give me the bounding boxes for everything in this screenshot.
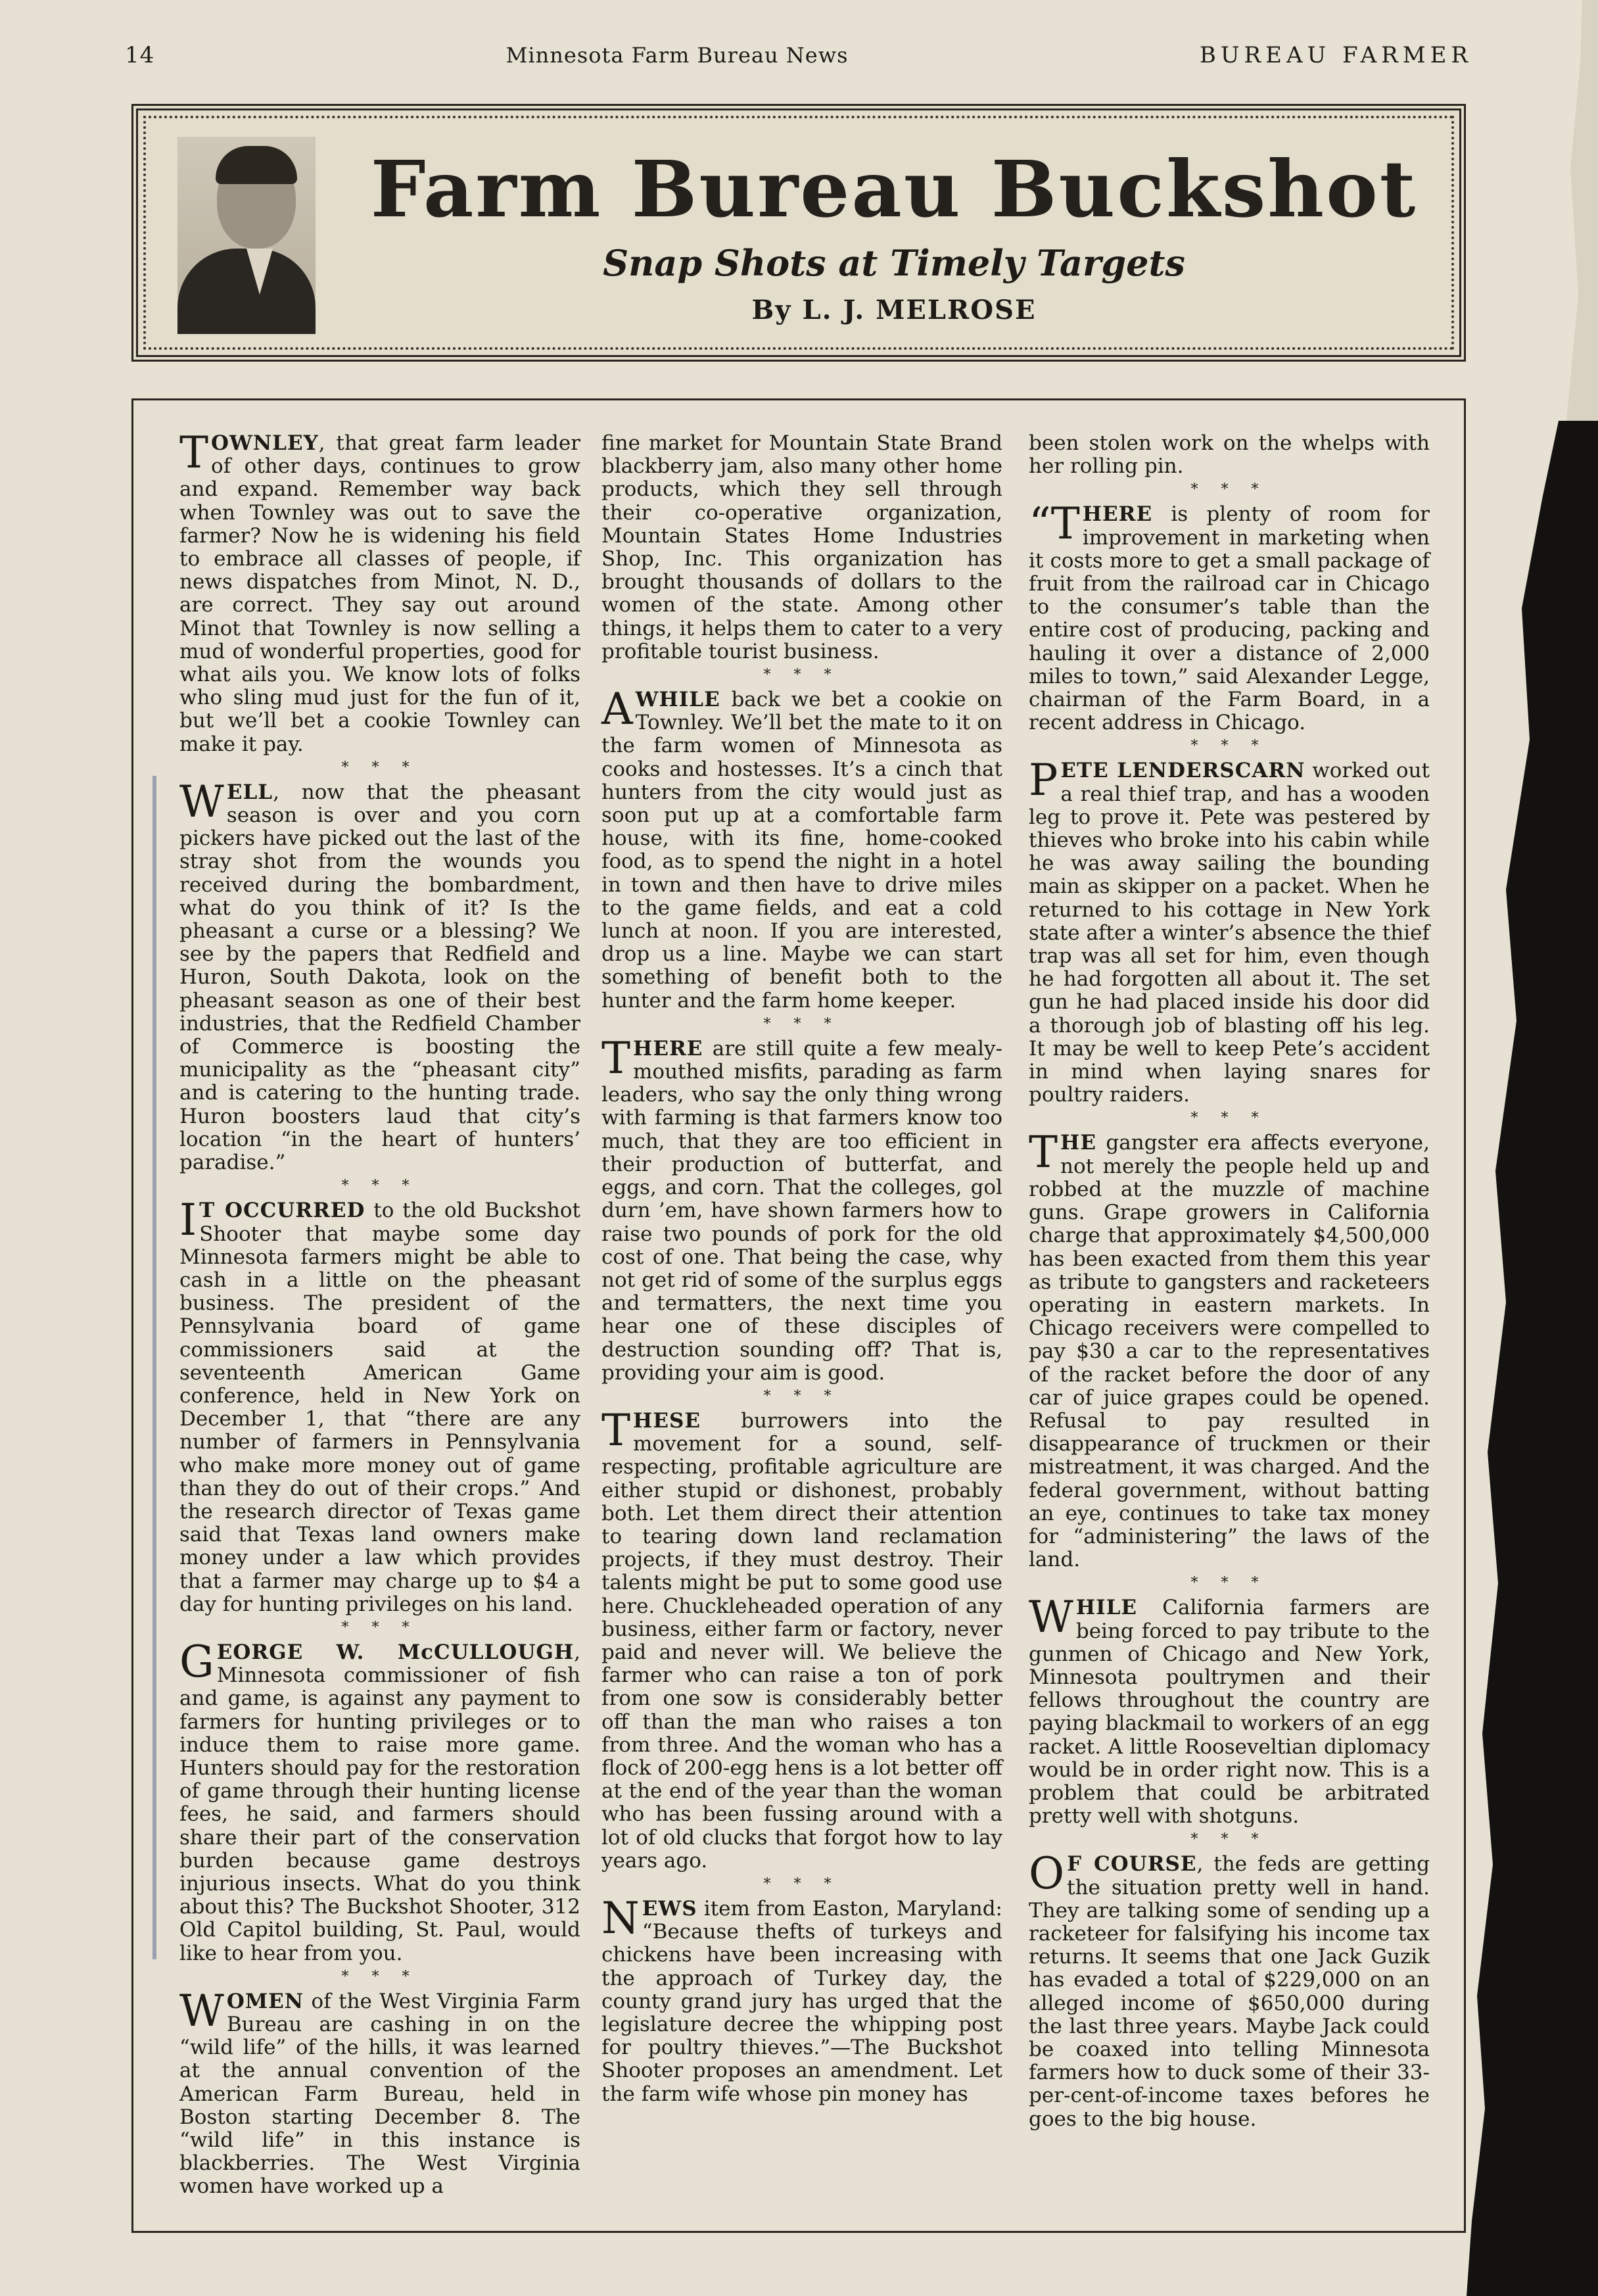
- publication-name: Minnesota Farm Bureau News: [505, 43, 849, 68]
- column-banner: [131, 104, 1466, 362]
- section-separator: * * *: [763, 1015, 841, 1032]
- article-paragraph: [1029, 1592, 1430, 1829]
- article-paragraph: [179, 1195, 581, 1616]
- paragraph-text: been stolen work on the whelps with her rolling pin.: [1029, 431, 1430, 479]
- paragraph-text: fine market for Mountain State Brand blackberry jam, also many other home products, which they sell through their co-operative organization, Mountain States Home Industries Shop, Inc. This organization has brought thousands of dollars to the women of the state. Among other things, it helps them to cater to a very profitable tourist business.: [601, 431, 1002, 663]
- banner-title: Farm Bureau Buckshot: [370, 143, 1418, 235]
- banner-subtitle: Snap Shots at Timely Targets: [603, 242, 1185, 284]
- article-paragraph: [1029, 1848, 1430, 2131]
- paragraph-text: worked out a real thief trap, and has a wooden leg to prove it. Pete was pestered by thieves who broke into his cabin while he was away sailing the bounding main as skipper on a packet. When he returned to his cottage in New York state after a winter’s absence the thief trap was all set for him, even though he had forgotten all about it. The set gun he had placed inside his door did a thorough job of blasting off his leg. It may be well to keep Pete’s accident in mind when laying snares for poultry raiders.: [1029, 759, 1430, 1107]
- section-separator: * * *: [763, 1387, 841, 1404]
- article-paragraph: [601, 1404, 1002, 1873]
- article-paragraph: [601, 432, 1002, 663]
- article-paragraph: [179, 776, 580, 1175]
- article-paragraph: [1029, 1127, 1430, 1572]
- section-separator: * * *: [341, 1178, 419, 1195]
- drop-cap: T: [601, 1404, 631, 1456]
- author-portrait: [177, 137, 316, 334]
- drop-cap: O: [1029, 1848, 1065, 1900]
- paragraph-text: , the feds are getting the situation pretty well in hand. They are talking some of sending up a racketeer for falsifying his income tax returns. It seems that one Jack Guzik has evaded a total of $229,000 on an alleged income of $650,000 during the last three years. Maybe Jack could be coaxed into telling Minnesota farmers how to duck some of their 33-per-cent-of-income taxes befores he goes to the big house.: [1029, 1852, 1430, 2131]
- lead-words: HERE: [1082, 502, 1153, 527]
- article-paragraph: [601, 1032, 1002, 1385]
- drop-cap: T: [1029, 1127, 1058, 1178]
- section-separator: * * *: [1190, 738, 1268, 755]
- drop-cap: P: [1029, 755, 1058, 806]
- lead-words: OWNLEY: [211, 431, 319, 455]
- paragraph-text: gangster era affects everyone, not merely the people held up and robbed at the muzzle of machine guns. Grape growers in California charge that approximately $4,500,000 has been exacted from them this year as tribute to gangsters and racketeers operating in eastern markets. In Chicago receivers were compelled to pay $30 a car to the representatives of the racket before the door of any car of juice grapes could be opened. Refusal to pay resulted in disappearance of truckmen or their mistreatment, it was charged. And the federal government, without batting an eye, continues to take tax money for “administering” the laws of the land.: [1029, 1131, 1430, 1572]
- article-paragraph: [1029, 755, 1430, 1107]
- section-separator: * * *: [341, 1619, 419, 1636]
- drop-cap: W: [179, 1985, 224, 2036]
- drop-cap: “T: [1029, 498, 1080, 550]
- article-paragraph: [1029, 498, 1430, 735]
- column-2: [601, 432, 1002, 2106]
- drop-cap: W: [179, 776, 224, 827]
- lead-words: HERE: [633, 1036, 703, 1061]
- paragraph-text: item from Easton, Maryland: “Because thefts of turkeys and chickens have been increasing with the approach of Turkey day, the county grand jury has urged that the legislature decree the whipping post for poultry thieves.”—The Buckshot Shooter proposes an amendment. Let the farm wife whose pin money has: [601, 1896, 1002, 2106]
- section-separator: * * *: [341, 1968, 419, 1985]
- section-separator: * * *: [1190, 1575, 1268, 1592]
- drop-cap: N: [601, 1892, 640, 1944]
- paragraph-text: burrowers into the movement for a sound, self-respecting, profitable agriculture are either stupid or dishonest, probably both. Let them direct their attention to tearing down land reclamation projects, if they must destroy. Their talents might be put to some good use here. Chuckleheaded operation of any business, either farm or factory, never paid and never will. We believe the farmer who can raise a ton of pork from one sow is considerably better off than the man who raises a ton from three. And the woman who has a flock of 200-egg hens is a lot better off at the end of the year than the woman who has been fussing around with a lot of old clucks that forgot how to lay years ago.: [601, 1408, 1002, 1873]
- paragraph-text: , now that the pheasant season is over and you corn pickers have picked out the last of the stray shot from the wounds you received during the bombardment, what do you think of it? Is the pheasant a curse or a blessing? We see by the papers that Redfield and Huron, South Dakota, look on the pheasant season as one of their best industries, that the Redfield Chamber of Commerce is boosting the municipality as the “pheasant city” and is catering to the hunting trade. Huron boosters laud that city’s location “in the heart of hunters’ paradise.”: [179, 780, 580, 1175]
- lead-words: HE: [1060, 1131, 1096, 1155]
- section-separator: * * *: [763, 1875, 841, 1892]
- section-separator: * * *: [1190, 481, 1268, 498]
- lead-words: EWS: [642, 1896, 697, 1921]
- article-paragraph: [601, 684, 1002, 1013]
- column-3: [1029, 432, 1430, 2131]
- article-paragraph: [179, 1985, 580, 2199]
- column-1: [179, 427, 581, 2199]
- paragraph-text: California farmers are being forced to pay tribute to the gunmen of Chicago and New York, Minnesota poultrymen and their fellows throughout the country are paying blackmail to workers of an egg racket. A little Rooseveltian diplomacy would be in order right now. This is a problem that could be arbitrated pretty well with shotguns.: [1029, 1596, 1430, 1829]
- lead-words: F COURSE: [1067, 1852, 1197, 1877]
- lead-words: T OCCURRED: [199, 1199, 365, 1223]
- article-paragraph: [601, 1892, 1002, 2106]
- paragraph-text: is plenty of room for improvement in marketing when it costs more to get a small package of fruit from the railroad car in Chicago to the consumer’s table than the entire cost of producing, packing and hauling it over a distance of 2,000 miles to town,” said Alexander Legge, chairman of the Farm Board, in a recent address in Chicago.: [1029, 502, 1430, 735]
- article-paragraph: [1029, 432, 1430, 478]
- drop-cap: T: [179, 427, 209, 478]
- lead-words: WHILE: [635, 688, 720, 712]
- running-header: [125, 39, 1472, 71]
- paragraph-text: , that great farm leader of other days, continues to grow and expand. Remember way back when Townley was out to save the farmer? Now he is widening his field to embrace all classes of people, if news dispatches from Minot, N. D., are correct. They say out around Minot that Townley is now selling a mud of wonderful properties, good for what ails you. We know lots of folks who sling mud just for the fun of it, but we’ll bet a cookie Townley can make it pay.: [179, 431, 580, 756]
- paragraph-text: to the old Buckshot Shooter that maybe some day Minnesota farmers might be able to cash in a little on the pheasant business. The president of the Pennsylvania board of game commissioners said at the seventeenth American Game conference, held in New York on December 1, that “there are any number of farmers in Pennsylvania who make more money out of game than they do out of their crops.” And the research director of Texas game said that Texas land owners make money under a law which provides that a farmer may charge up to $4 a day for hunting privileges on his land.: [179, 1199, 581, 1616]
- article-paragraph: [179, 427, 580, 756]
- drop-cap: A: [601, 684, 633, 735]
- section-separator: * * *: [1190, 1110, 1268, 1127]
- drop-cap: G: [179, 1636, 214, 1687]
- article-body: [131, 398, 1466, 2233]
- section-separator: * * *: [1190, 1831, 1268, 1848]
- section-separator: * * *: [763, 667, 841, 684]
- section-separator: * * *: [341, 759, 419, 776]
- lead-words: HESE: [633, 1408, 701, 1433]
- lead-words: ELL: [226, 780, 273, 804]
- article-paragraph: [179, 1636, 580, 1965]
- drop-cap: I: [179, 1195, 197, 1246]
- paragraph-text: , Minnesota commissioner of fish and game, is against any payment to farmers for hunting privileges or to induce them to raise more game. Hunters should pay for the restoration of game through their hunting license fees, he said, and farmers should share their part of the conservation burden because game destroys injurious insects. What do you think about this? The Buckshot Shooter, 312 Old Capitol building, St. Paul, would like to hear from you.: [179, 1640, 580, 1965]
- section-name: BUREAU FARMER: [1199, 42, 1472, 68]
- byline: By L. J. MELROSE: [751, 295, 1037, 325]
- lead-words: OMEN: [226, 1989, 304, 2013]
- drop-cap: T: [601, 1032, 631, 1084]
- lead-words: ETE LENDERSCARN: [1060, 759, 1305, 783]
- paragraph-text: are still quite a few mealy-mouthed misfits, parading as farm leaders, who say the only thing wrong with farming is that farmers know too much, that they are too efficient in their production of butterfat, and eggs, and corn. That the colleges, gol durn ’em, have shown farmers how to raise two pounds of pork for the old cost of one. That being the case, why not get rid of some of the surplus eggs and termatters, the next time you hear one of these disciples of destruction sounding off? That is, providing your aim is good.: [601, 1036, 1002, 1385]
- lead-words: HILE: [1075, 1596, 1138, 1620]
- page-number: 14: [125, 42, 155, 68]
- lead-words: EORGE W. McCULLOUGH: [216, 1640, 575, 1664]
- drop-cap: W: [1029, 1592, 1073, 1643]
- paragraph-text: of the West Virginia Farm Bureau are cashing in on the “wild life” of the hills, it was learned at the annual convention of the American Farm Bureau, held in Boston starting December 8. The “wild life” in this instance is blackberries. The West Virginia women have worked up a: [179, 1989, 580, 2199]
- paragraph-text: back we bet a cookie on Townley. We’ll bet the mate to it on the farm women of Minnesota as cooks and hostesses. It’s a cinch that hunters from the city would just as soon put up at a comfortable farm house, with its fine, home-cooked food, as to spend the night in a hotel in town and then have to drive miles to the game fields, and eat a cold lunch at noon. If you are interested, drop us a line. Maybe we can start something of benefit both to the hunter and the farm home keeper.: [601, 688, 1002, 1013]
